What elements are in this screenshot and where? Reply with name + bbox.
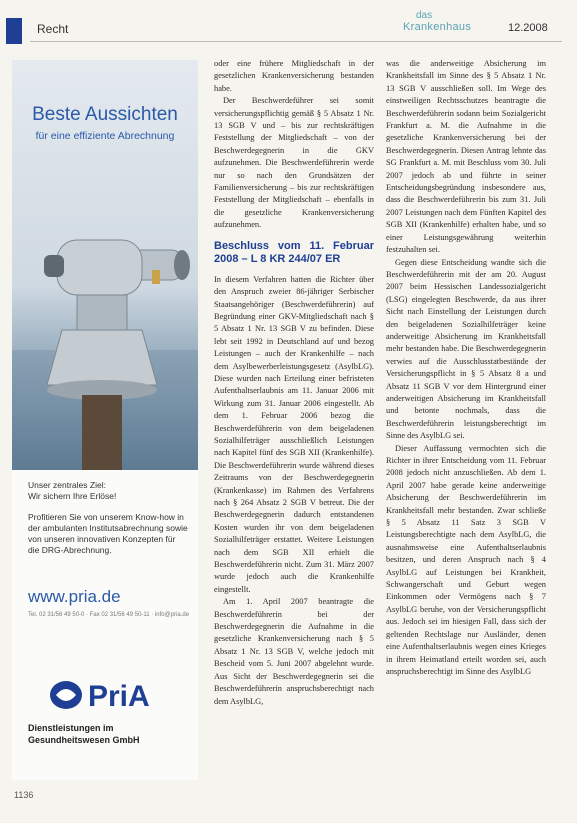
paragraph: Der Beschwerdeführer sei somit versicherungspflichtig gemäß § 5 Absatz 1 Nr. 13 SGB V und – bis zur rechtskräftigen Feststellung der Mitgliedschaft – von der Beschwerdegegnerin in die GKV aufzunehmen. Die Beschwerdeführerin werde nur so nach den Grundsätzen der Familienversicherung – bis zur rechtskräftigen Feststellung der Mitgliedschaft – ebenfalls in die gesetzliche Krankenversicherung aufzunehmen. (214, 96, 374, 230)
pria-logo-text: PriA (88, 680, 150, 713)
advertisement (12, 60, 198, 780)
ad-headline: Beste Aussichten (32, 104, 178, 125)
paragraph: In diesem Verfahren hatten die Richter über den Anspruch zweier 86-jähriger Serbischer Staatsangehöriger (Beschwerdeführerin) auf Begründung einer GKV-Mitgliedschaft nach § 5 Absatz 1 Nr. 13 SGB V zu befinden. Diese lebt seit 1992 in Deutschland auf und bezog Leistungen – auch der Krankenhilfe – nach dem Asylbewerberleistungsgesetz (AsylbLG). Diese wurden nach Erteilung einer befristeten Aufenthaltserlaubnis am 11. Januar 2006 mit Wirkung zum 31. Januar 2006 eingestellt. Ab dem 1. Februar 2006 bezog die Beschwerdeführerin von dem beigeladenen Sozialhilfeträger ausschließlich Leistungen nach Kapitel fünf des SGB XII (Krankenhilfe). Die Beschwerdeführerin wurde während dieses Zeitraums von der Beschwerdegegnerin (Krankenkasse) im Rahmen des Verfahrens nach § 264 Absatz 2 SGB V betreut. Die der Beschwerdegegnerin dadurch entstandenen Kosten wurden ihr von dem beigeladenen Sozialhilfeträger erstattet. Weitere Leistungen nach dem SGB XII erhielt die Beschwerdeführerin nicht. Zum 31. März 2007 wurde jedoch auch die Krankenhilfe eingestellt. (214, 274, 374, 594)
magazine-logo (400, 10, 510, 40)
pria-logo-mark (48, 675, 198, 715)
ad-body-text: Profitieren Sie von unserem Know-how in der ambulanten Institutsabrechnung sowie von unseren innovativen Konzepten für die DRG-Abrechnung. (28, 512, 188, 555)
paragraph: Gegen diese Entscheidung wandte sich die Beschwerdeführerin mit der am 20. August 2007 beim Hessischen Landessozialgericht (LSG) eingelegten Beschwerde, da aus ihrer Sicht nach Einstellung der Leistungen durch den beigeladenen Sozialhilfeträger keine anderweitige Absicherung im Krankheitsfall mehr bestanden habe. Die Beschwerdegegnerin verwies auf die Ausschlusstatbestände der Versicherungspflicht in § 5 Absatz 8 a und Absatz 11 SGB V vor dem Hintergrund einer anderweitigen Absicherung im Krankheitsfall und betonte nochmals, dass die Beschwerdeführerin leistungsberechtigt im Sinne des AsylbLG sei. (386, 257, 546, 441)
page-header (0, 0, 577, 46)
ad-goal-line1: Unser zentrales Ziel: (28, 480, 106, 490)
magazine-logo-name: Krankenhaus (403, 21, 472, 33)
header-divider (30, 41, 562, 42)
ad-subheadline: für eine effiziente Abrechnung (35, 130, 175, 142)
ad-company-line2: Gesundheitswesen GmbH (28, 735, 140, 745)
ad-company-line1: Dienstleistungen im (28, 723, 114, 733)
page-number: 1136 (14, 790, 34, 800)
ad-goal-line2: Wir sichern Ihre Erlöse! (28, 491, 117, 501)
issue-number: 12.2008 (508, 22, 548, 34)
section-color-bar (6, 18, 22, 44)
ad-company-name (28, 722, 140, 746)
magazine-logo-prefix: das (416, 10, 433, 21)
paragraph: was die anderweitige Absicherung im Krankheitsfall im Sinne des § 5 Absatz 1 Nr. 13 SGB V ausschließen soll. Im Wege des einstweiligen Rechtsschutzes beantragte die Beschwerdeführerin sodann beim Sozialgericht Frankfurt a. M. die Aufnahme in die gesetzliche Krankenversicherung bei der Beschwerdegegnerin. Diesen Antrag lehnte das SG Frankfurt a. M. mit Beschluss vom 30. Juli 2007 jedoch ab und führte in seiner Entscheidungsbegründung insbesondere aus, dass die Beschwerdeführerin bis zum 31. Juli 2007 Leistungen nach dem Fünften Kapitel des SGB XII (Krankenhilfe) erhalten habe, und so einer Leistungsgewährung weiterhin festzuhalten sei. (386, 59, 546, 255)
article-column-1 (214, 58, 374, 708)
ad-website-link[interactable]: www.pria.de (28, 587, 121, 606)
ad-contact-line: Tel. 02 31/56 49 50-0 · Fax 02 31/56 49 50-11 · info@pria.de (28, 612, 190, 618)
ad-goal (28, 480, 116, 502)
section-heading: Beschluss vom 11. Februar 2008 – L 8 KR 244/07 ER (214, 239, 374, 265)
paragraph: oder eine frühere Mitgliedschaft in der gesetzlichen Krankenversicherung bestanden habe. (214, 59, 374, 93)
paragraph: Dieser Auffassung vermochten sich die Richter in ihrer Entscheidung vom 11. Februar 2008 jedoch nicht anzuschließen. Ab dem 1. April 2007 habe gerade keine anderweitige Absicherung der Beschwerdeführerin im Krankheitsfall mehr bestanden. Zwar schließe § 5 Absatz 11 Satz 3 SGB V Leistungsberechtigte nach dem AsylbLG, die ausnahmsweise eine Aufenthaltserlaubnis besitzen, und deren Anspruch nach § 4 AsylbLG auf Leistungen bei Krankheit, Schwangerschaft und Geburt wegen Einkommen oder Vermögens nach § 7 AsylbLG beruhe, von der Versicherungspflicht aus. Jedoch sei im hiesigen Fall, dass sich der geltenden Rechtslage nur Ausländer, denen eine Aufenthaltserlaubnis wegen eines Krieges in ihrem Heimatland erteilt worden sei, auch anspruchsberechtigt im Sinne des AsylbLG (386, 443, 546, 676)
coin-telescope-illustration (22, 210, 192, 470)
section-title: Recht (37, 22, 69, 36)
article-column-2 (386, 58, 546, 678)
pria-logo (48, 675, 198, 715)
paragraph: Am 1. April 2007 beantragte die Beschwerdeführerin bei der Beschwerdegegnerin die Aufnahme in die gesetzliche Krankenversicherung nach § 5 Absatz 1 Nr. 13 SGB V, welche jedoch mit Bescheid vom 5. Juni 2007 abgelehnt wurde. Aus Sicht der Beschwerdegegnerin sei die Beschwerdeführerin anspruchsberechtigt nach dem AsylbLG, (214, 597, 374, 706)
